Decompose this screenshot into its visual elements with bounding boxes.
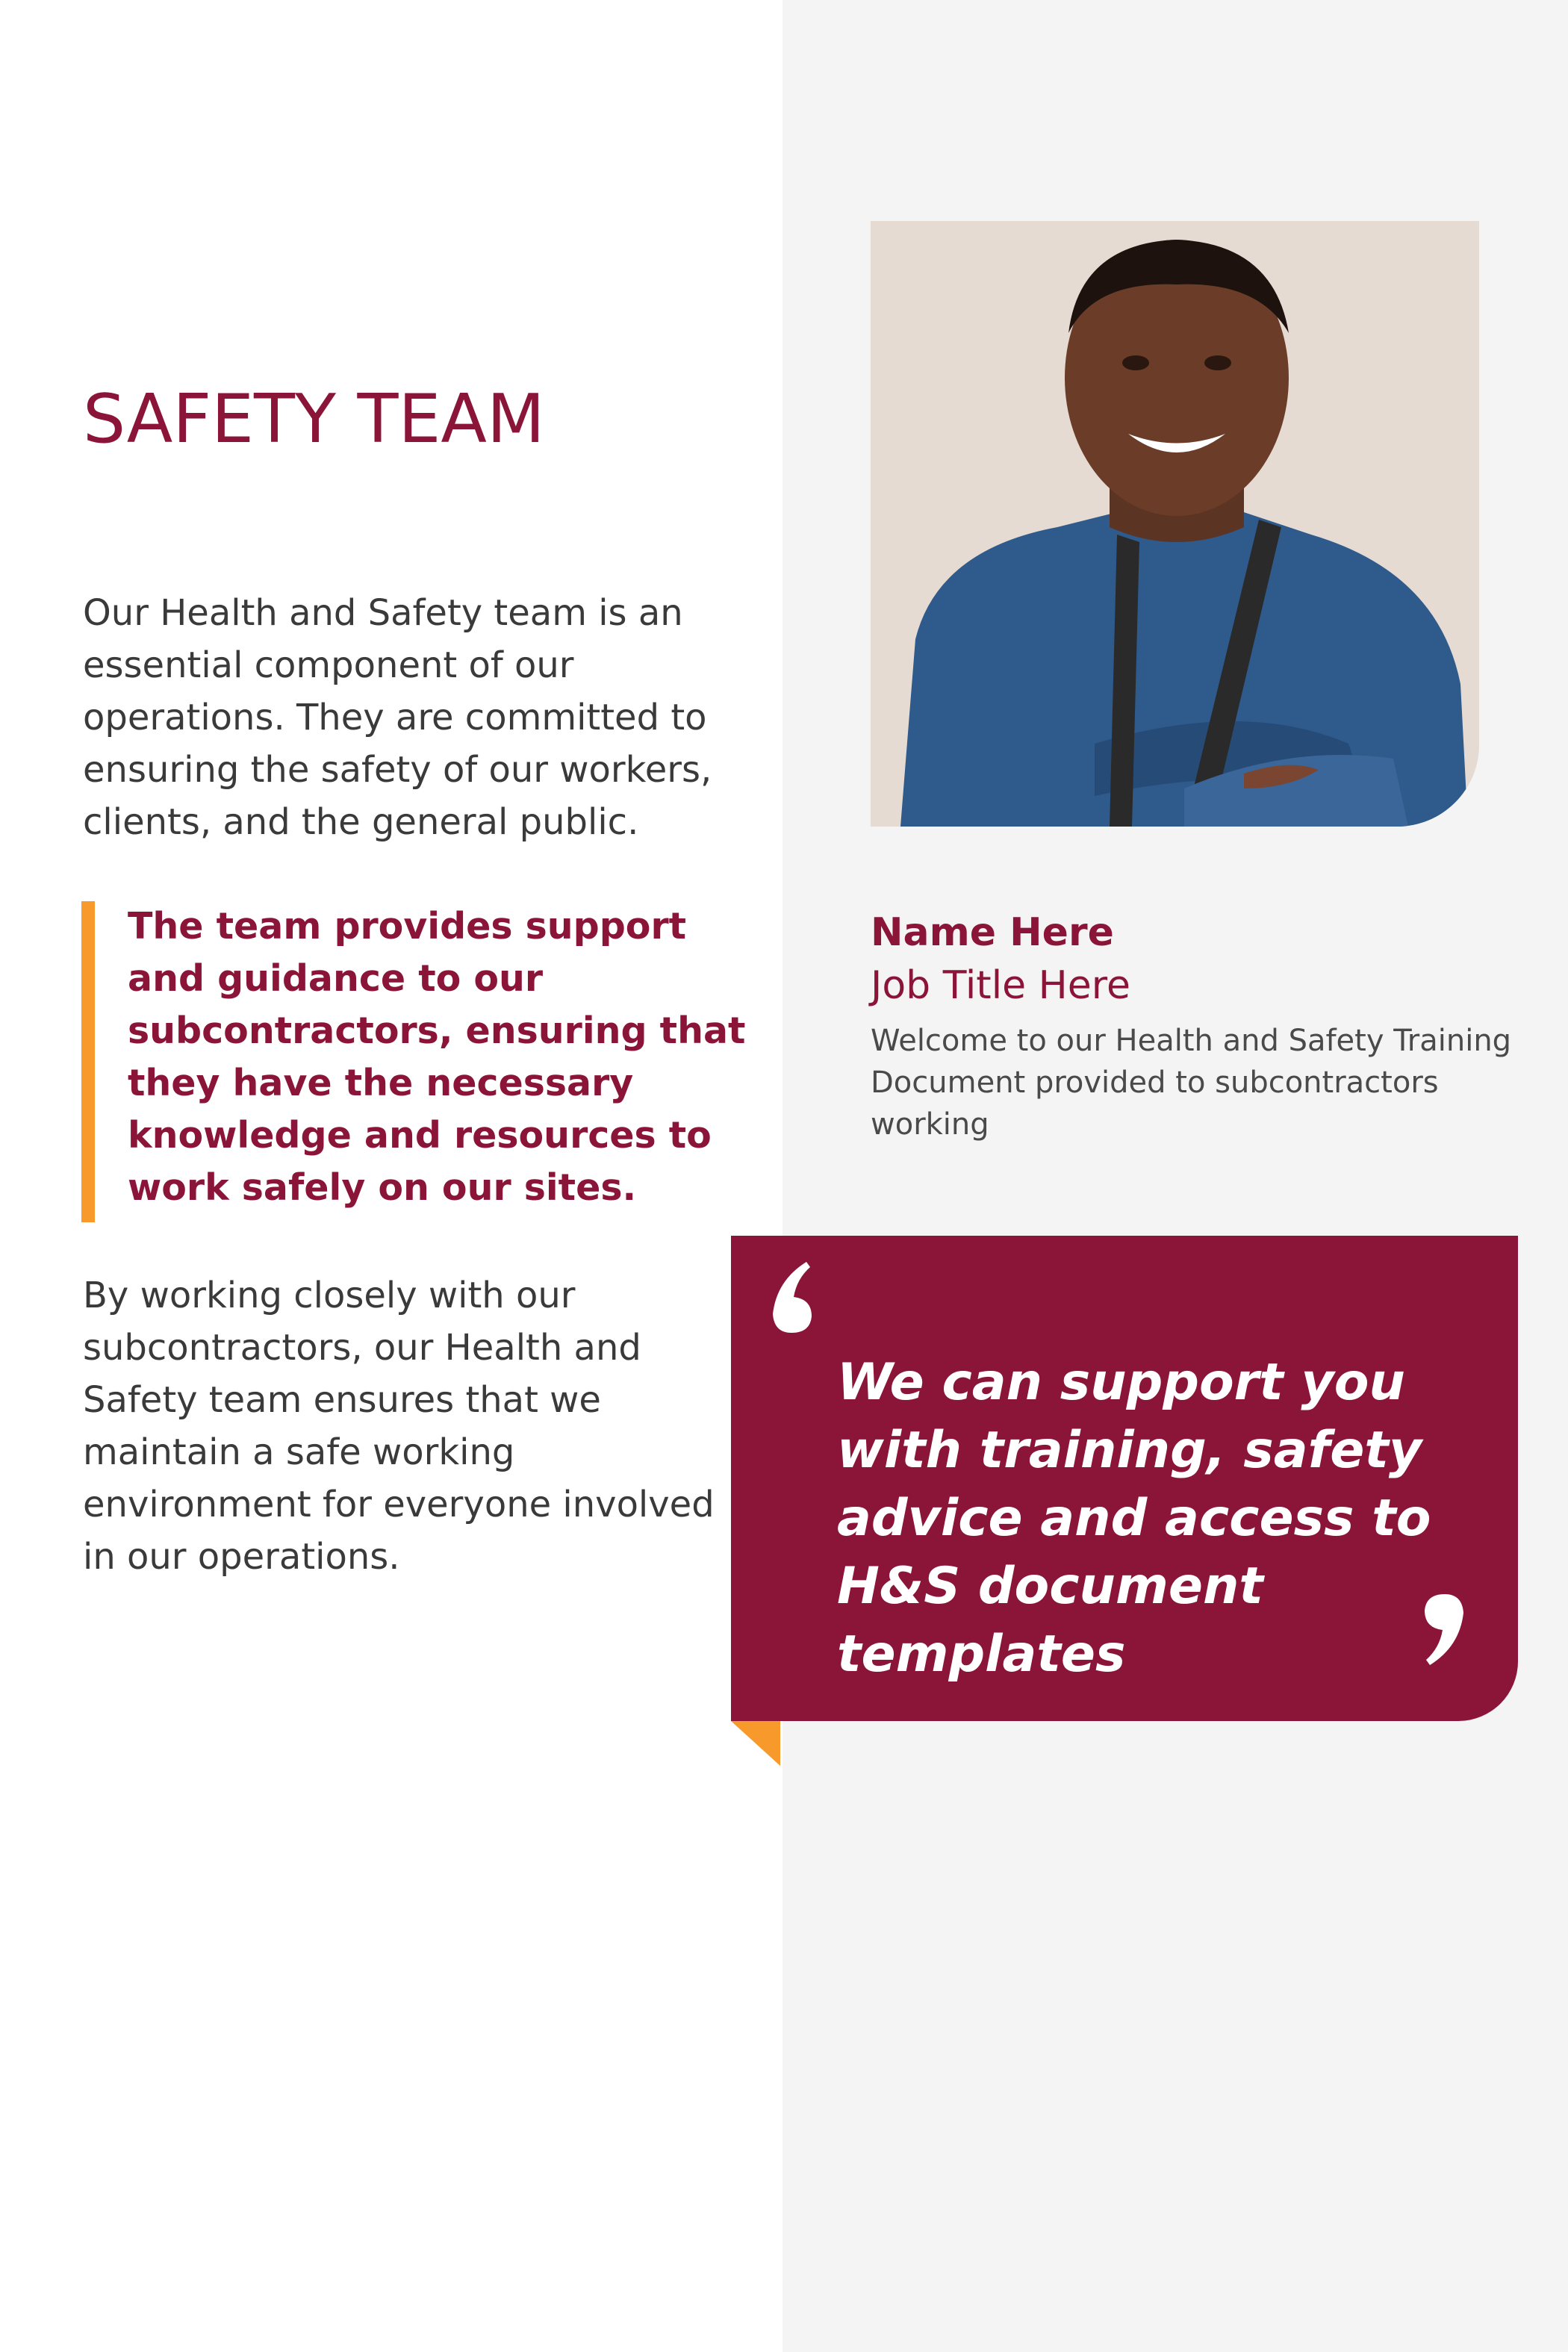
person-job-title: Job Title Here	[871, 963, 1130, 1008]
person-name: Name Here	[871, 910, 1114, 955]
open-quote-icon	[765, 1258, 825, 1340]
highlight-paragraph: The team provides support and guidance to our subcontractors, ensuring that they have the necessary knowledge and resources to work safely on our sites.	[128, 905, 746, 1209]
page-title: SAFETY TEAM	[83, 380, 545, 458]
person-portrait-photo	[871, 221, 1479, 827]
quote-tab-corner	[731, 1721, 780, 1766]
intro-paragraph: Our Health and Safety team is an essential component of our operations. They are committed to ensuring the safety of our workers, clients, and the general public.	[83, 592, 712, 843]
outro-paragraph: By working closely with our subcontractors, our Health and Safety team ensures that we maintain a safe working environment for everyone involved in our operations.	[83, 1275, 715, 1578]
person-description: Welcome to our Health and Safety Training Document provided to subcontractors working	[871, 1024, 1512, 1142]
quote-text: We can support you with training, safety advice and access to H&S document templates	[837, 1353, 1431, 1684]
